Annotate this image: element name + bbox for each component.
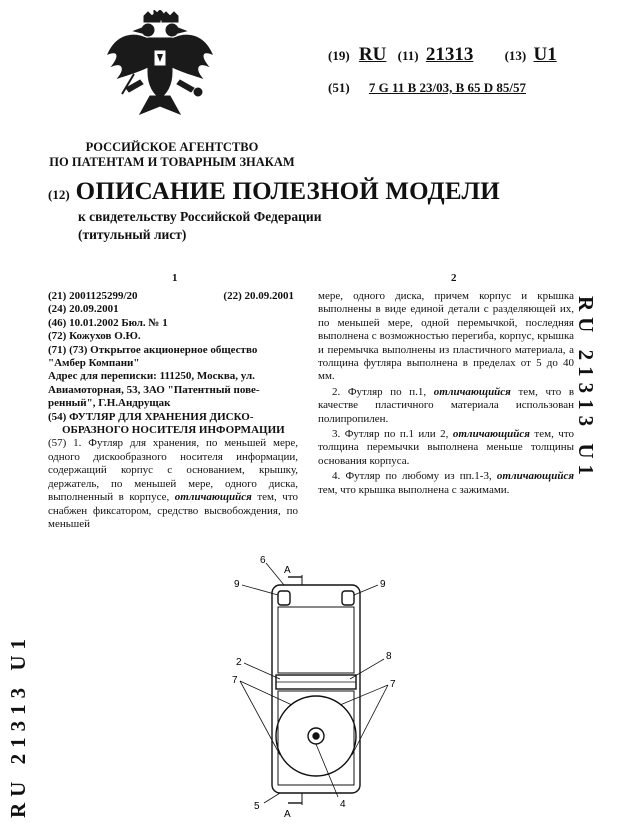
label-9-left: 9 [234, 579, 240, 590]
claim-3-text [318, 428, 574, 468]
claim-1-lead: (57) 1. Футляр для хранения, по меньшей мере, одного дискообразного носителя информации, содержащий корпус с основанием, крышку, держатель, по меньшей мере, одного диска, выполненный в корпусе, [48, 437, 298, 504]
ipc-classification: 7 G 11 B 23/03, B 65 D 85/57 [368, 80, 527, 95]
biblio-54-b: ОБРАЗНОГО НОСИТЕЛЯ ИНФОРМАЦИИ [62, 424, 285, 437]
clip-left [278, 591, 290, 605]
label-7-left: 7 [232, 675, 238, 686]
biblio-21: (21) 2001125299/20 [48, 290, 138, 302]
eagle-emblem-icon [104, 10, 216, 120]
address-a: Адрес для переписки: 111250, Москва, ул. [48, 370, 255, 383]
claim-3-lead: 3. Футляр по п.1 или 2, [332, 428, 449, 441]
title-main: ОПИСАНИЕ ПОЛЕЗНОЙ МОДЕЛИ [75, 178, 500, 205]
claim-4-text [318, 470, 574, 497]
label-9-right: 9 [380, 579, 386, 590]
agency-line1: РОССИЙСКОЕ АГЕНТСТВО [85, 140, 259, 154]
label-2: 2 [236, 657, 242, 668]
claim-2-text [318, 386, 574, 426]
biblio-21-22 [48, 290, 298, 303]
claim-1-text [48, 437, 298, 531]
lid-panel [278, 607, 354, 673]
claim-4-emph: отличающийся [496, 470, 574, 483]
patent-number: 21313 [425, 44, 474, 65]
label-A-top: A [284, 565, 291, 576]
biblio-71-73-b: "Амбер Компани" [48, 357, 140, 370]
biblio-71-73-a: (71) (73) Открытое акционерное общество [48, 343, 258, 356]
case-drawing [220, 555, 400, 825]
label-7-right: 7 [390, 679, 396, 690]
label-5: 5 [254, 801, 260, 812]
title-code: (12) [48, 187, 70, 202]
code-51: (51) [328, 80, 350, 95]
document-title [48, 178, 500, 206]
side-code-right: RU 21313 U1 [574, 296, 598, 481]
biblio-22: (22) 20.09.2001 [223, 290, 294, 302]
address-b: Авиамоторная, 53, ЗАО "Патентный пове- [48, 383, 260, 396]
right-column [318, 290, 574, 497]
side-code-left: RU 21313 U1 [6, 633, 30, 818]
left-column [48, 290, 298, 531]
label-4: 4 [340, 799, 346, 810]
title-subtitle [78, 208, 321, 244]
claim-2-tail: тем, что в качестве пластичного материала использован полипропилен. [318, 385, 575, 425]
biblio-72: (72) Кожухов О.Ю. [48, 330, 141, 343]
clip-right [342, 591, 354, 605]
column-number-right: 2 [451, 272, 457, 284]
claim-2-lead: 2. Футляр по п.1, [332, 385, 427, 398]
label-8: 8 [386, 651, 392, 662]
claim-1-tail: тем, что снабжен фиксатором, средство высвобождения, по меньшей [48, 491, 298, 530]
claim-3-tail: тем, что толщина перемычки выполнена меньше толщины основания корпуса. [318, 428, 574, 467]
agency-line2: ПО ПАТЕНТАМ И ТОВАРНЫМ ЗНАКАМ [49, 155, 295, 169]
patent-header-line2 [328, 80, 526, 96]
column-number-left: 1 [172, 272, 178, 284]
code-11: (11) [397, 48, 419, 63]
claim-1-emph: отличающийся [174, 491, 252, 504]
biblio-54-a: (54) ФУТЛЯР ДЛЯ ХРАНЕНИЯ ДИСКО- [48, 410, 254, 423]
label-6: 6 [260, 555, 266, 566]
claim-4-lead: 4. Футляр по любому из пп.1-3, [332, 470, 492, 483]
patent-header-line1 [328, 44, 618, 66]
title-sub2: (титульный лист) [78, 227, 187, 242]
label-A-bottom: A [284, 809, 291, 820]
country-code: RU [358, 44, 387, 65]
claim-2-emph: отличающийся [433, 385, 511, 398]
kind-code: U1 [533, 44, 557, 65]
code-19: (19) [328, 48, 350, 63]
agency-block [44, 140, 300, 170]
code-13: (13) [504, 48, 527, 63]
title-sub1: к свидетельству Российской Федерации [78, 209, 322, 224]
biblio-46: (46) 10.01.2002 Бюл. № 1 [48, 316, 168, 329]
claim-1-continued: мере, одного диска, причем корпус и крышка выполнены в виде единой детали с разделяющей их, по меньшей мере, одной перемычкой, последняя выполнена с возможностью перегиба, корпус, крышка и перемычка выполнены из пластичного материала, а толщина футляра выполнена в пределах от 5 до 40 мм. [318, 290, 574, 383]
claim-4-tail: тем, что крышка выполнена с зажимами. [318, 483, 510, 496]
address-c: ренный", Г.Н.Андрущак [48, 397, 171, 410]
biblio-24: (24) 20.09.2001 [48, 303, 119, 316]
claim-3-emph: отличающийся [452, 428, 530, 441]
